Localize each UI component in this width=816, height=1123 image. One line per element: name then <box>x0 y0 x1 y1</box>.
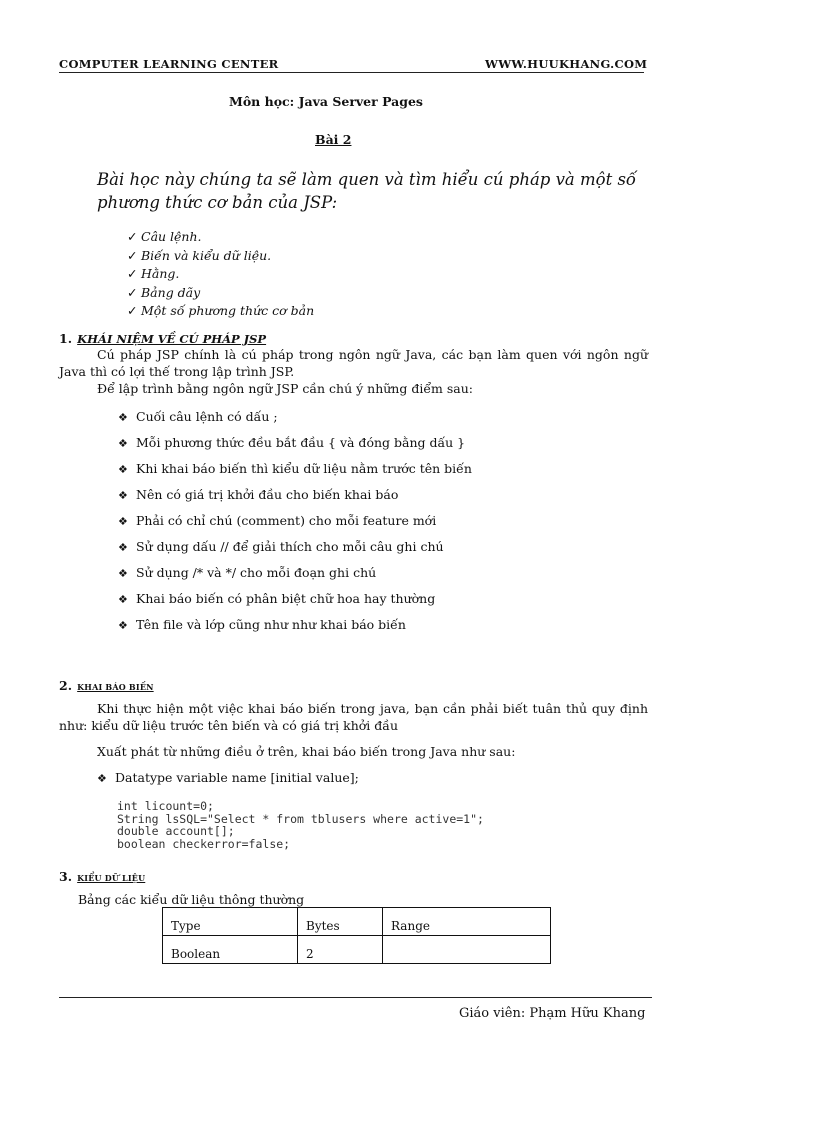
subject-title: Môn học: Java Server Pages <box>229 94 423 109</box>
section-1-intro-line: Để lập trình bằng ngôn ngữ JSP cần chú ý những điểm sau: <box>97 381 473 396</box>
list-item: ❖ Khi khai báo biến thì kiểu dữ liệu nằm trước tên biến <box>118 461 472 476</box>
table-row <box>163 936 551 964</box>
list-item: ✓ Một số phương thức cơ bản <box>127 302 314 321</box>
check-icon: ✓ <box>127 247 138 263</box>
diamond-bullet-icon: ❖ <box>118 515 128 528</box>
code-line: int licount=0; <box>117 799 214 813</box>
lesson-number: Bài 2 <box>315 132 352 147</box>
check-icon: ✓ <box>127 284 138 300</box>
header-rule <box>59 72 644 73</box>
diamond-bullet-icon: ❖ <box>118 619 128 632</box>
code-line: String lsSQL="Select * from tblusers where active=1"; <box>117 811 484 826</box>
section-3-heading: 3. KIỂU DỮ LIỆU <box>59 869 146 884</box>
diamond-bullet-icon: ❖ <box>118 463 128 476</box>
data-type-table <box>162 907 551 964</box>
list-item: ❖ Sử dụng /* và */ cho mỗi đoạn ghi chú <box>118 565 377 580</box>
diamond-bullet-icon: ❖ <box>118 567 128 580</box>
code-block <box>117 800 484 850</box>
section-2-intro-line: Xuất phát từ những điều ở trên, khai báo biến trong Java như sau: <box>97 744 516 759</box>
diamond-bullet-icon: ❖ <box>118 541 128 554</box>
table-header-row <box>163 908 551 936</box>
rules-list <box>118 408 472 642</box>
table-cell <box>383 936 551 964</box>
section-2-paragraph: Khi thực hiện một việc khai báo biến trong java, bạn cần phải biết tuân thủ quy định như: kiểu dữ liệu trước tên biến và có giá trị khởi đầu <box>59 701 648 733</box>
table-cell: 2 <box>298 936 383 964</box>
header-right: WWW.HUUKHANG.COM <box>485 57 648 71</box>
table-cell: Boolean <box>163 936 298 964</box>
table-caption: Bảng các kiểu dữ liệu thông thường <box>78 892 305 907</box>
list-item: ❖ Tên file và lớp cũng như như khai báo biến <box>118 617 406 632</box>
table-header-cell: Range <box>383 908 551 936</box>
check-icon: ✓ <box>127 303 138 318</box>
code-line: boolean checkerror=false; <box>117 836 291 851</box>
footer-teacher: Giáo viên: Phạm Hữu Khang <box>459 1006 646 1021</box>
header-left: COMPUTER LEARNING CENTER <box>59 57 279 71</box>
list-item: ❖ Cuối câu lệnh có dấu ; <box>118 409 278 424</box>
syntax-line: ❖ Datatype variable name [initial value]; <box>97 770 359 785</box>
diamond-bullet-icon: ❖ <box>118 437 128 450</box>
list-item: ❖ Sử dụng dấu // để giải thích cho mỗi câu ghi chú <box>118 539 444 554</box>
diamond-bullet-icon: ❖ <box>118 489 128 502</box>
section-2-heading: 2. KHAI BÁO BIẾN <box>59 678 154 693</box>
code-line: double account[]; <box>117 824 235 838</box>
check-icon: ✓ <box>127 266 138 281</box>
list-item: ✓ Bảng dãy <box>127 284 314 303</box>
list-item: ❖ Khai báo biến có phân biệt chữ hoa hay thường <box>118 591 436 606</box>
list-item: ✓ Hằng. <box>127 265 314 284</box>
table-header-cell: Type <box>163 908 298 936</box>
footer-rule <box>59 997 652 998</box>
diamond-bullet-icon: ❖ <box>118 411 128 424</box>
topic-list <box>127 228 314 321</box>
list-item: ❖ Nên có giá trị khởi đầu cho biến khai báo <box>118 487 399 502</box>
table-header-cell: Bytes <box>298 908 383 936</box>
section-1-heading: 1. KHÁI NIỆM VỀ CÚ PHÁP JSP <box>59 331 267 346</box>
list-item: ❖ Mỗi phương thức đều bắt đầu { và đóng bằng dấu } <box>118 435 466 450</box>
check-icon: ✓ <box>127 229 138 244</box>
list-item: ✓ Câu lệnh. <box>127 228 314 247</box>
list-item: ✓ Biến và kiểu dữ liệu. <box>127 247 314 266</box>
diamond-bullet-icon: ❖ <box>97 772 107 785</box>
section-1-paragraph: Cú pháp JSP chính là cú pháp trong ngôn ngữ Java, các bạn làm quen với ngôn ngữ Java thì có lợi thế trong lập trình JSP. <box>59 347 648 379</box>
intro-text: Bài học này chúng ta sẽ làm quen và tìm hiểu cú pháp và một số phương thức cơ bản của JSP: <box>97 170 637 212</box>
diamond-bullet-icon: ❖ <box>118 593 128 606</box>
list-item: ❖ Phải có chỉ chú (comment) cho mỗi feature mới <box>118 513 437 528</box>
